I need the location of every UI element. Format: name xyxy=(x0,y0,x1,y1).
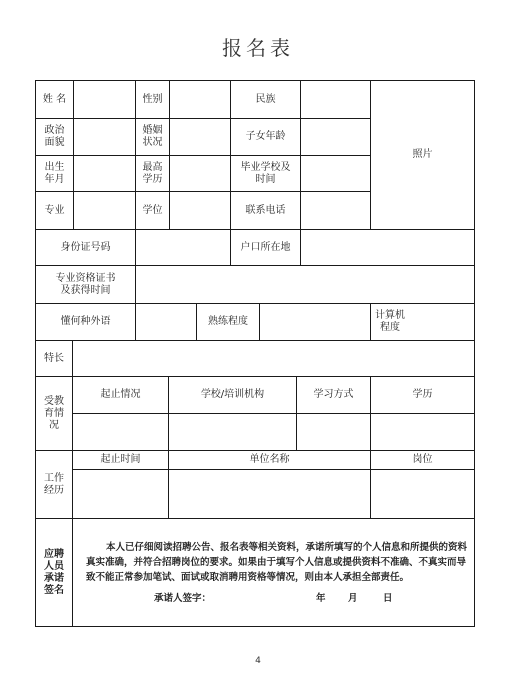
proficiency-label: 熟练程度 xyxy=(208,316,248,327)
birth-date-field[interactable] xyxy=(74,156,135,191)
graduate-school-field[interactable] xyxy=(301,156,370,191)
commitment-label: 应聘 人员 承诺 签名 xyxy=(44,548,64,596)
edu-col-school: 学校/培训机构 xyxy=(200,389,265,400)
edu-col-mode: 学习方式 xyxy=(313,389,354,400)
graduate-school-label: 毕业学校及 时间 xyxy=(240,161,291,185)
rule-line xyxy=(35,626,475,627)
edu-col-degree: 学历 xyxy=(412,389,433,400)
marital-status-label: 婚姻 状况 xyxy=(142,125,163,148)
language-field[interactable] xyxy=(136,304,196,340)
degree-label: 学位 xyxy=(142,204,163,216)
edu-col-period: 起止情况 xyxy=(100,389,141,400)
ethnicity-label: 民族 xyxy=(255,93,276,105)
id-number-field[interactable] xyxy=(136,230,230,265)
education-label: 最高 学历 xyxy=(142,161,163,185)
education-history-row[interactable] xyxy=(73,414,474,450)
rule-line xyxy=(35,518,475,519)
month-label: 月 xyxy=(348,593,358,604)
name-label: 姓 名 xyxy=(42,93,67,105)
commitment-statement: 本人已仔细阅读招聘公告、报名表等相关资料，承诺所填写的个人信息和所提供的资料真实准确，并符合招聘岗位的要求。如果由于填写个人信息或提供资料不准确、不真实而导致不能正常参加笔试、面试或取消聘用资格等情况，则由本人承担全部责任。 xyxy=(86,542,468,583)
form-title: 报名表 xyxy=(222,36,294,60)
major-field[interactable] xyxy=(74,192,135,229)
hukou-field[interactable] xyxy=(301,230,474,265)
political-status-label: 政治 面貌 xyxy=(44,125,65,148)
signature-label: 承诺人签字： xyxy=(154,593,212,604)
marital-status-field[interactable] xyxy=(170,119,230,155)
id-number-label: 身份证号码 xyxy=(60,241,111,253)
phone-label: 联系电话 xyxy=(245,204,286,216)
year-label: 年 xyxy=(316,593,326,604)
work-history-row[interactable] xyxy=(73,470,474,518)
proficiency-field[interactable] xyxy=(260,304,370,340)
name-field[interactable] xyxy=(74,81,135,118)
work-col-position: 岗位 xyxy=(412,454,433,465)
birth-date-label: 出生 年月 xyxy=(44,161,65,185)
children-age-field[interactable] xyxy=(301,119,370,155)
specialty-field[interactable] xyxy=(73,341,474,376)
ethnicity-field[interactable] xyxy=(301,81,370,118)
computer-level-label: 计算机 程度 xyxy=(375,310,405,333)
certificate-label: 专业资格证书 及获得时间 xyxy=(55,272,116,296)
children-age-label: 子女年龄 xyxy=(245,131,286,142)
major-label: 专业 xyxy=(44,204,65,216)
political-status-field[interactable] xyxy=(74,119,135,155)
specialty-label: 特长 xyxy=(44,352,64,364)
education-field[interactable] xyxy=(170,156,230,191)
language-label: 懂何种外语 xyxy=(60,316,111,327)
education-history-label: 受教 育情 况 xyxy=(44,395,64,431)
work-col-period: 起止时间 xyxy=(100,454,141,465)
gender-label: 性别 xyxy=(142,93,163,105)
gender-field[interactable] xyxy=(170,81,230,118)
certificate-field[interactable] xyxy=(136,266,474,303)
page-number: 4 xyxy=(255,656,261,666)
work-col-org: 单位名称 xyxy=(249,454,290,465)
hukou-label: 户口所在地 xyxy=(240,241,291,253)
computer-level-field[interactable] xyxy=(410,304,474,340)
work-history-label: 工作 经历 xyxy=(44,472,64,496)
rule-line xyxy=(474,80,475,627)
degree-field[interactable] xyxy=(170,192,230,229)
signature-field[interactable] xyxy=(216,586,306,604)
day-label: 日 xyxy=(383,593,393,604)
photo-area[interactable]: 照片 xyxy=(412,149,433,160)
phone-field[interactable] xyxy=(301,192,370,229)
